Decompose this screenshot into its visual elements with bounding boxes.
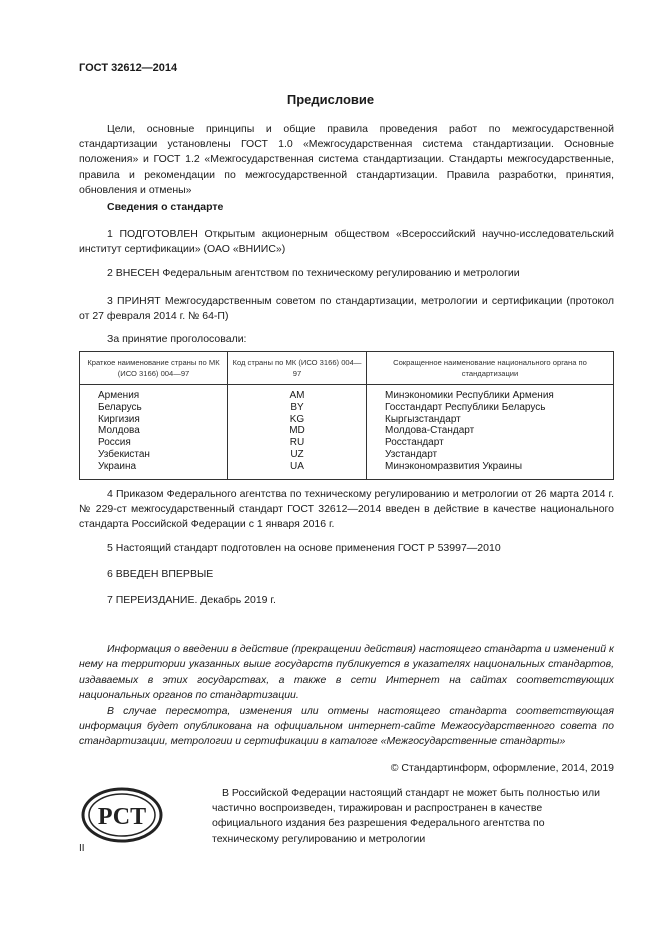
- country-cell: Беларусь: [80, 402, 228, 414]
- intro-paragraph: Цели, основные принципы и общие правила проведения работ по межгосударственной стандартизации установлены ГОСТ 1.0 «Межгосударственная система стандартизации. Основные положения» и ГОСТ 1.2 «Межгосударственная система стандартизации. Стандарты межгосударственные, правила и рекомендации по межгосударственной стандартизации. Правила разработки, принятия, обновления и отмены»: [79, 123, 614, 196]
- code-cell: BY: [228, 402, 367, 414]
- section-heading: Сведения о стандарте: [107, 201, 224, 213]
- code-cell: UA: [228, 461, 367, 479]
- copyright: © Стандартинформ, оформление, 2014, 2019: [390, 762, 614, 774]
- country-cell: Молдова: [80, 425, 228, 437]
- body-cell: Молдова-Стандарт: [367, 425, 614, 437]
- code-cell: AM: [228, 385, 367, 402]
- page-title: Предисловие: [286, 92, 375, 107]
- table-header-country: Краткое наименование страны по МК (ИСО 3166) 004—97: [80, 352, 228, 385]
- table-header-body: Сокращенное наименование национального органа по стандартизации: [367, 352, 614, 385]
- item-2: 2 ВНЕСЕН Федеральным агентством по техническому регулированию и метрологии: [107, 267, 520, 279]
- logo-text: РСТ: [97, 804, 147, 830]
- item-5: 5 Настоящий стандарт подготовлен на основе применения ГОСТ Р 53997—2010: [107, 542, 501, 554]
- table-row: [80, 414, 614, 426]
- table-row: [80, 437, 614, 449]
- body-cell: Госстандарт Республики Беларусь: [367, 402, 614, 414]
- body-cell: Кыргызстандарт: [367, 414, 614, 426]
- body-cell: Минэкономразвития Украины: [367, 461, 614, 479]
- gost-r-logo-icon: [81, 786, 163, 844]
- info-block: [79, 642, 614, 750]
- page-number: II: [79, 843, 85, 854]
- voting-table: [79, 351, 614, 480]
- vote-label: За принятие проголосовали:: [107, 333, 247, 345]
- table-row: [80, 402, 614, 414]
- code-cell: RU: [228, 437, 367, 449]
- item-7: 7 ПЕРЕИЗДАНИЕ. Декабрь 2019 г.: [107, 594, 276, 606]
- table-header-code: Код страны по МК (ИСО 3166) 004—97: [228, 352, 367, 385]
- table-row: [80, 425, 614, 437]
- code-cell: KG: [228, 414, 367, 426]
- document-id: ГОСТ 32612—2014: [79, 62, 178, 74]
- country-cell: Украина: [80, 461, 228, 479]
- country-cell: Узбекистан: [80, 449, 228, 461]
- info-paragraph-1: Информация о введении в действие (прекращении действия) настоящего стандарта и изменений к нему на территории указанных выше государств публикуется в указателях национальных стандартов, издаваемых в этих государствах, а также в сети Интернет на сайтах соответствующих национальных органов по стандартизации.: [79, 643, 614, 702]
- table-row: [80, 449, 614, 461]
- item-4: 4 Приказом Федерального агентства по техническому регулированию и метрологии от 26 марта 2014 г. № 229-ст межгосударственный стандарт ГОСТ 32612—2014 введен в действие в качестве национального стандарта Российской Федерации с 1 января 2016 г.: [79, 488, 614, 531]
- item-6: 6 ВВЕДЕН ВПЕРВЫЕ: [107, 568, 214, 580]
- body-cell: Узстандарт: [367, 449, 614, 461]
- body-cell: Росстандарт: [367, 437, 614, 449]
- country-cell: Россия: [80, 437, 228, 449]
- copyright-notice: В Российской Федерации настоящий стандарт не может быть полностью или частично воспроизведен, тиражирован и распространен в качестве официального издания без разрешения Федерального агентства по техническому регулированию и метрологии: [212, 787, 601, 845]
- table-header-row: [80, 352, 614, 385]
- item-1: 1 ПОДГОТОВЛЕН Открытым акционерным обществом «Всероссийский научно-исследовательский институт сертификации» (ОАО «ВНИИС»): [79, 228, 614, 256]
- country-cell: Киргизия: [80, 414, 228, 426]
- table-row: [80, 385, 614, 402]
- body-cell: Минэкономики Республики Армения: [367, 385, 614, 402]
- item-3: 3 ПРИНЯТ Межгосударственным советом по стандартизации, метрологии и сертификации (протокол от 27 февраля 2014 г. № 64-П): [79, 295, 614, 323]
- info-paragraph-2: В случае пересмотра, изменения или отмены настоящего стандарта соответствующая информация будет опубликована на официальном интернет-сайте Межгосударственного совета по стандартизации, метрологии и сертификации в каталоге «Межгосударственные стандарты»: [79, 704, 614, 748]
- code-cell: UZ: [228, 449, 367, 461]
- country-cell: Армения: [80, 385, 228, 402]
- code-cell: MD: [228, 425, 367, 437]
- table-row: [80, 461, 614, 479]
